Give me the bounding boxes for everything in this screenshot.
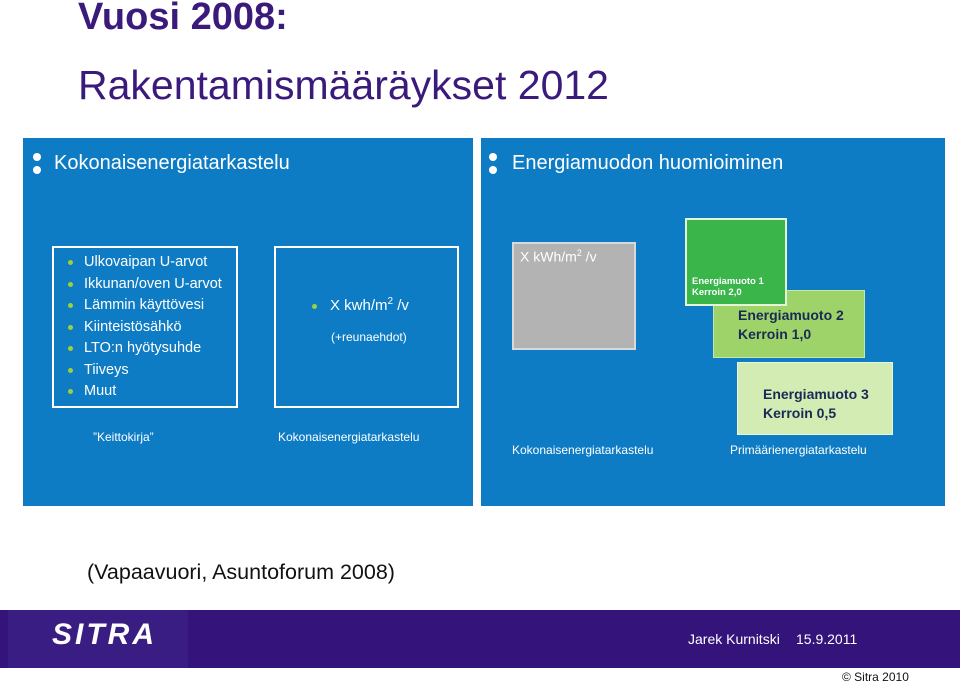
requirements-list — [66, 252, 222, 403]
caption-total-energy: Kokonaisenergiatarkastelu — [278, 430, 420, 444]
requirements-box — [52, 246, 238, 408]
footer-date: 15.9.2011 — [796, 631, 858, 647]
right-panel — [481, 138, 945, 506]
energy-target-note: (+reunaehdot) — [331, 330, 407, 344]
list-item: Lämmin käyttövesi — [66, 295, 222, 317]
list-item: Muut — [66, 381, 222, 403]
list-item: Ulkovaipan U-arvot — [66, 252, 222, 274]
copyright-notice: © Sitra 2010 — [842, 670, 909, 684]
energy-target-value: X kwh/$m^2$ /v — [330, 296, 409, 314]
colon-bullet-icon — [489, 153, 497, 179]
left-panel-heading: Kokonaisenergiatarkastelu — [54, 152, 290, 174]
energy-form-3-box — [737, 362, 893, 435]
energy-form-3-text: Energiamuoto 3 Kerroin 0,5 — [763, 386, 869, 421]
gray-energy-value: X kWh/$m^2$ /v — [520, 248, 597, 265]
caption-total-energy-right: Kokonaisenergiatarkastelu — [512, 443, 654, 457]
list-item: Tiiveys — [66, 360, 222, 382]
list-item: Kiinteistösähkö — [66, 317, 222, 339]
bullet-icon — [312, 304, 317, 309]
list-item: Ikkunan/oven U-arvot — [66, 274, 222, 296]
energy-target-box — [274, 246, 459, 408]
caption-cookbook: ”Keittokirja” — [93, 430, 154, 444]
gray-energy-box — [512, 242, 636, 350]
right-panel-heading: Energiamuodon huomioiminen — [512, 152, 784, 174]
list-item: LTO:n hyötysuhde — [66, 338, 222, 360]
caption-primary-energy: Primäärienergiatarkastelu — [730, 443, 867, 457]
slide-title-line1: Vuosi 2008: — [78, 0, 288, 38]
footer-author: Jarek Kurnitski — [688, 631, 780, 647]
colon-bullet-icon — [33, 153, 41, 179]
energy-form-2-text: Energiamuoto 2 Kerroin 1,0 — [738, 307, 844, 342]
left-panel — [23, 138, 473, 506]
energy-form-1-text: Energiamuoto 1 Kerroin 2,0 — [692, 276, 764, 298]
source-citation: (Vapaavuori, Asuntoforum 2008) — [87, 560, 395, 584]
slide-title-line2: Rakentamismääräykset 2012 — [78, 62, 609, 108]
sitra-logo: SITRA — [52, 618, 157, 651]
energy-form-1-box — [685, 218, 787, 306]
